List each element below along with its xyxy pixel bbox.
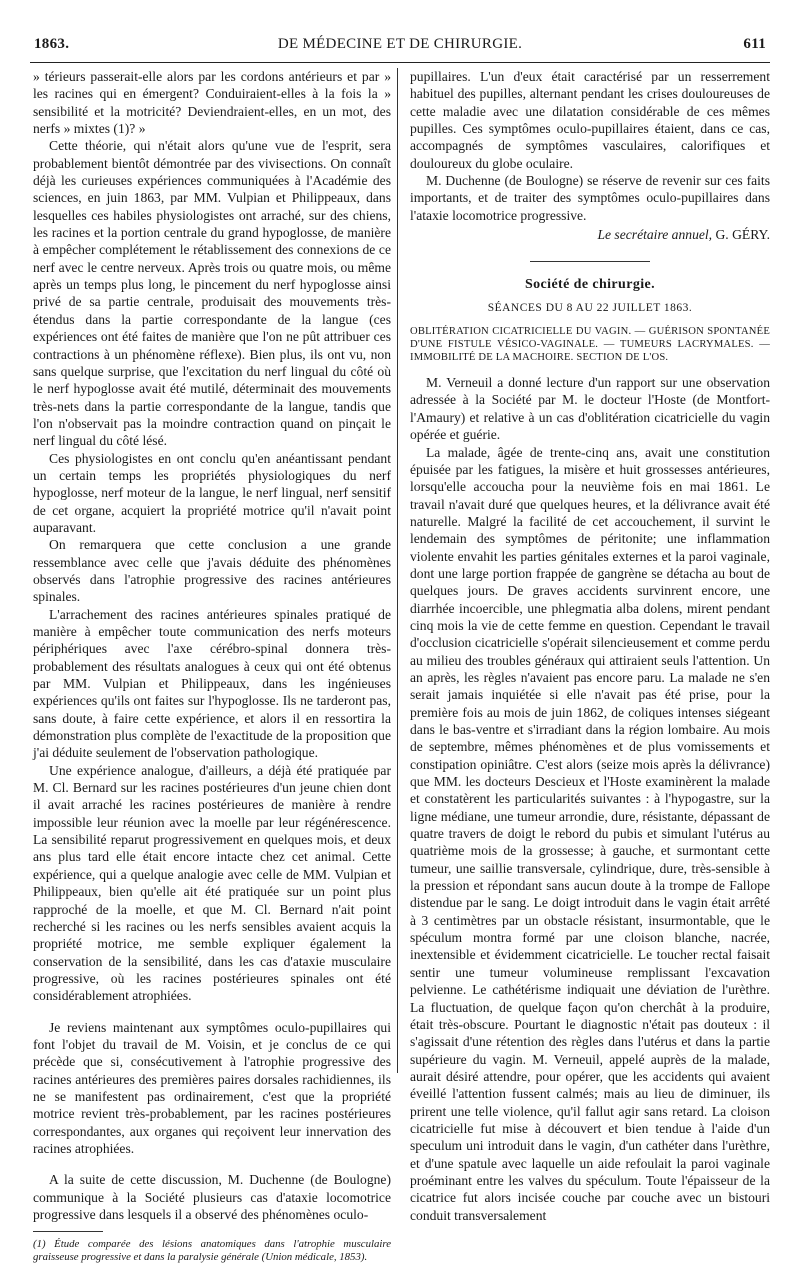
paragraph-resemblance: On remarquera que cette conclusion a une grande ressemblance avec celle que j'avais déduite des phénomènes observés dans l'atrophie progressive des racines antérieures spinales.	[33, 537, 391, 605]
page-number: 611	[743, 36, 766, 52]
section-summary: OBLITÉRATION CICATRICIELLE DU VAGIN. — GUÉRISON SPONTANÉE D'UNE FISTULE VÉSICO-VAGINALE. — TUMEURS LACRYMALES. — IMMOBILITÉ DE LA MACHOIRE. SECTION DE L'OS.	[410, 326, 770, 364]
header-title: DE MÉDECINE ET DE CHIRURGIE.	[277, 36, 523, 52]
section-divider	[530, 261, 650, 262]
paragraph-verneuil: M. Verneuil a donné lecture d'un rapport sur une observation adressée à la Société par M. le docteur l'Hoste (de Montfort-l'Amaury) et relative à un cas d'oblitération cicatricielle du vagin opérée et guérie.	[410, 375, 770, 443]
paragraph-duchenne-reserve: M. Duchenne (de Boulogne) se réserve de revenir sur ces faits importants, et de traiter des symptômes oculo-pupillaires dans l'ataxie locomotrice progressive.	[410, 173, 770, 223]
left-column	[33, 68, 391, 1264]
paragraph-quote-end: » térieurs passerait-elle alors par les cordons antérieurs et par » les racines qui en émergent? Conduiraient-elles à la fois la » sensibilité et la motricité? Deviendraient-elles, en un mot, des nerfs » mixtes (1)? »	[33, 69, 391, 137]
signature-name: G. GÉRY.	[715, 227, 770, 243]
signature-label: Le secrétaire annuel,	[597, 227, 713, 243]
paragraph-duchenne: A la suite de cette discussion, M. Duchenne (de Boulogne) communique à la Société plusieurs cas d'ataxie locomotrice progressive dans lesquels il a observé des phénomènes oculo-	[33, 1172, 391, 1222]
paragraph-conclusion: Ces physiologistes en ont conclu qu'en anéantissant pendant un certain temps les propriétés physiologiques du nerf hypoglosse, nerf moteur de la langue, le nerf lingual, nerf sensitif de cet organe, acquiert la propriété motrice qu'il n'avait point auparavant.	[33, 450, 391, 535]
paragraph-gap	[33, 1005, 391, 1019]
paragraph-gap	[33, 1157, 391, 1171]
society-title: Société de chirurgie.	[524, 277, 656, 293]
paragraph-arrachement: L'arrachement des racines antérieures spinales pratiqué de manière à empêcher toute communication des nerfs moteurs périphériques avec l'axe cérébro-spinal donnera très-probablement des résultats analogues à ceux qui ont été obtenus par MM. Vulpian et Philippeaux, dans les ingénieuses expériences qu'ils ont faites sur l'hypoglosse. Ils ne tarderont pas, sans doute, à faire cette expérience, et alors il en ressortira la démonstration plus complète de l'exactitude de la proposition que j'ai déduite seulement de l'observation pathologique.	[33, 606, 391, 761]
paragraph-theory: Cette théorie, qui n'était alors qu'une vue de l'esprit, sera probablement bientôt démontrée par des vivisections. On connaît déjà les curieuses expériences communiquées à l'Académie des sciences, en juin 1863, par MM. Vulpian et Philippeaux, dans lesquelles ces habiles physiologistes ont arraché, sur des chiens, les racines et la portion centrale du grand hypoglosse, de manière à empêcher complétement le rétablissement des connexions de ce nerf avec le centre nerveux. Après trois ou quatre mois, ou même après un temps plus long, le pincement du nerf hypoglosse ainsi privé de sa partie centrale, produisait des mouvements très-étendus dans la partie correspondante de la langue (ces expériences ont été faites de manière que l'on ne pût attribuer ces contractions à un phénomène réflexe). Bien plus, ils ont vu, non sans quelque surprise, que l'excitation du nerf lingual du côté où le nerf hypoglosse avait été mutilé, déterminait des mouvements très-nets dans la partie correspondante de la langue, tandis que l'on n'observait pas la moindre contraction quand on pinçait le nerf lingual du côté lésé.	[33, 138, 391, 449]
paragraph-oculo-pupillaires: Je reviens maintenant aux symptômes oculo-pupillaires qui font l'objet du travail de M. Voisin, et je conclus de ce qui précède que si, consécutivement à l'atrophie progressive des racines antérieures des premières paires dorsales rachidiennes, ils ne se manifestent pas ordinairement, c'est que la propriété motrice revient très-probablement, par les racines postérieures correspondantes, aux organes qui reçoivent leur innervation des racines atrophiées.	[33, 1019, 391, 1156]
footnote-divider	[33, 1231, 103, 1232]
header-year: 1863.	[34, 36, 70, 52]
right-column	[410, 68, 770, 1224]
signature	[410, 226, 770, 243]
paragraph-malade: La malade, âgée de trente-cinq ans, avait une constitution épuisée par les fatigues, la misère et huit grossesses antérieures, lorsqu'elle accoucha pour la neuvième fois en mai 1861. Le travail n'avait duré que quelques heures, et la délivrance avait été naturelle. Malgré la facilité de cet accouchement, il survint le lendemain des symptômes de péritonite; une inflammation violente envahit les parties génitales externes et la paroi vaginale, dont une large portion frappée de gangrène se détacha au bout de quelques jours. De graves accidents survinrent encore, une diarrhée incoercible, une phlegmatia alba dolens, mirent pendant cinq mois la vie de cette femme en question. Cependant le travail d'occlusion cicatricielle s'opérait silencieusement et comme perdu au milieu des troubles généraux qui attiraient seuls l'attention. Un an après, les règles n'avaient pas encore paru. La malade ne s'en serait jamais inquiétée si elle n'avait pas été prise, pour la première fois au mois de juin 1862, de coliques intenses siégeant dans le bas-ventre et s'irradiant dans la région lombaire. Au mois de septembre, mêmes phénomènes et de plus vomissements et constipation opiniâtre. C'est alors (seize mois après la délivrance) que MM. les docteurs Descieux et l'Hoste examinèrent la malade et constatèrent les particularités suivantes : à l'hypogastre, sur la ligne médiane, une tumeur arrondie, dure, résistante, dépassant de quatre travers de doigt le rebord du pubis et simulant l'utérus au quatrième mois de la grossesse; à gauche, et surmontant cette tumeur, une saillie transversale, cylindrique, dure, très-sensible à la pression et répondant sans aucun doute à la trompe de Fallope distendue par le sang. Le doigt introduit dans le vagin était arrêté à 3 centimètres par un obstacle résistant, insurmontable, que le spéculum montra formé par une cloison blanche, nacrée, inextensible et évidemment cicatricielle. Le toucher rectal faisait sentir une tumeur volumineuse remplissant l'excavation pelvienne. Le cathétérisme indiquait une déviation de l'urèthre. La fluctuation, de quelque façon qu'on cherchât à la produire, était très-obscure. Pourtant le diagnostic n'était pas douteux : il s'agissait d'une rétention des règles dans l'utérus et dans la partie supérieure du vagin. M. Verneuil, appelé auprès de la malade, aurait désiré attendre, pour opérer, que les accidents qui avaient éveillé l'attention fussent calmés; mais au lieu de diminuer, ils prirent une telle violence, qu'il fallut agir sans retard. La cloison cicatricielle fut mise à découvert et bien tendue à l'aide d'un speculum uni introduit dans le vagin, d'un cathéter dans l'urèthre, et d'une spatule avec laquelle un aide refoulait la paroi vaginale proéminant entre les valves du spéculum. Toute l'épaisseur de la cicatrice fut alors incisée couche par couche avec un bistouri conduit transversalement	[410, 444, 770, 1223]
paragraph-bernard: Une expérience analogue, d'ailleurs, a déjà été pratiquée par M. Cl. Bernard sur les racines postérieures d'un jeune chien dont il avait arraché les racines postérieures de manière à rendre impossible leur réunion avec la moelle par leur régénérescence. La sensibilité reparut progressivement en quelques mois, et deux ans plus tard elle était encore intacte chez cet animal. Cette expérience, qui a quelque analogie avec celle de MM. Vulpian et Philippeaux, bien qu'elle ait été pratiquée sur un point plus rapproché de la moelle, et que M. Cl. Bernard n'ait point recherché si les racines ou les nerfs sensibles avaient acquis la propriété motrice, me semble expliquer également la conservation de la sensibilité, dans les cas d'ataxie musculaire progressive, où les racines postérieures spinales ont été considérablement atrophiées.	[33, 762, 391, 1004]
footnote: (1) Étude comparée des lésions anatomiques dans l'atrophie musculaire graisseuse progressive et dans la paralysie générale (Union médicale, 1853).	[33, 1238, 391, 1264]
sessions-dates: SÉANCES DU 8 AU 22 JUILLET 1863.	[487, 301, 693, 314]
page-header	[30, 36, 770, 63]
paragraph-pupillaires: pupillaires. L'un d'eux était caractérisé par un resserrement habituel des pupilles, alternant pendant les crises douloureuses de cette maladie avec une dilatation considérable de ces mêmes pupilles. Ces symptômes oculo-pupillaires étaient, dans ce cas, accompagnés de symptômes vasculaires, calorifiques et douloureux du globe oculaire.	[410, 69, 770, 171]
column-divider	[397, 68, 398, 1073]
